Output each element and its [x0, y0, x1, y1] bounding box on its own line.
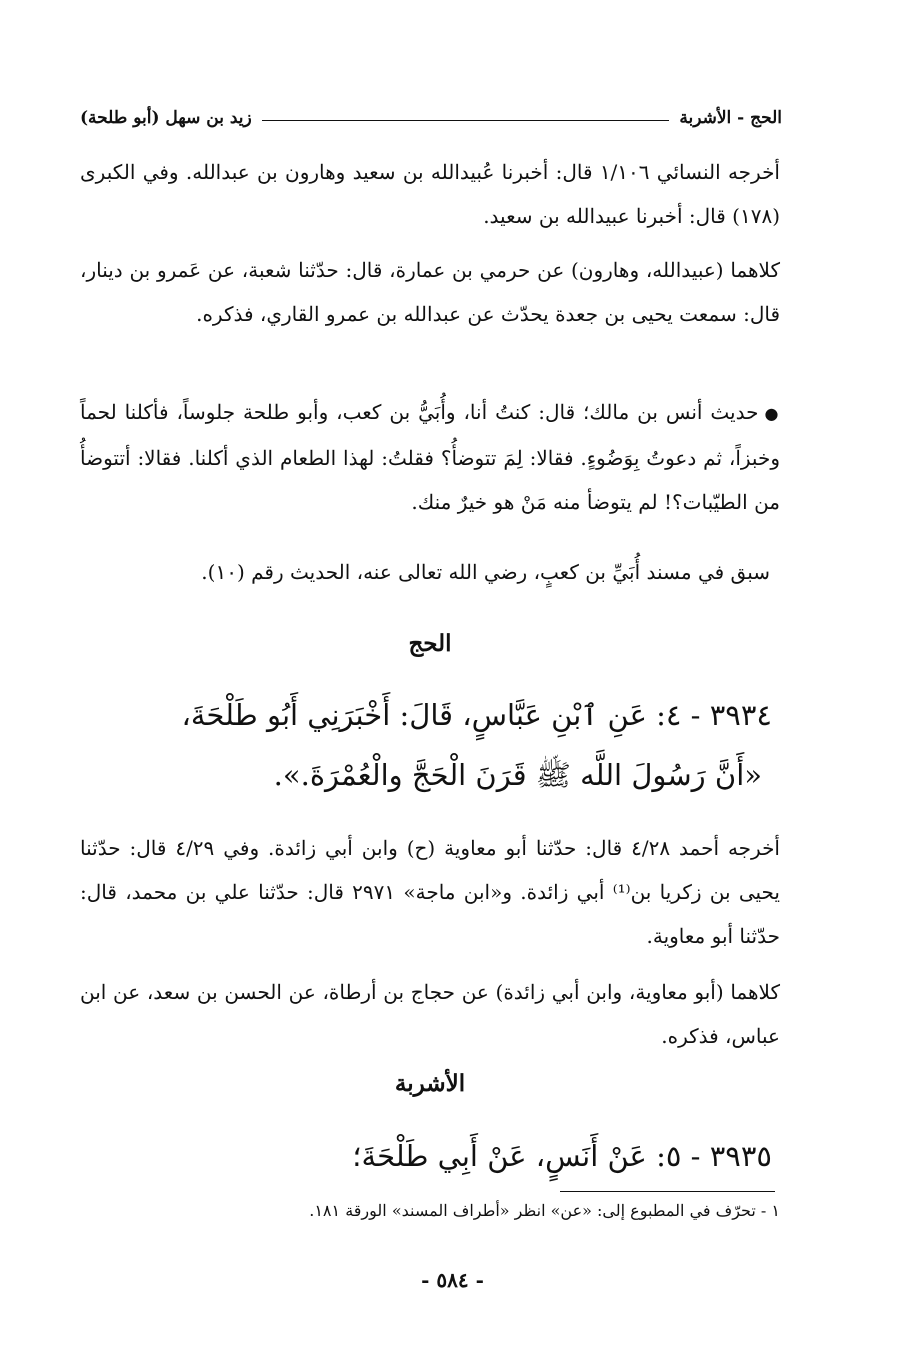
- footnote: ١ - تحرّف في المطبوع إلى: «عن» انظر «أطراف المسند» الورقة ١٨١.: [309, 1201, 780, 1220]
- bullet-icon: ●: [764, 404, 780, 423]
- hadith-3934-line-1: ٣٩٣٤ - ٤: عَنِ ٱبْنِ عَبَّاسٍ، قَالَ: أَخْبَرَنِي أَبُو طَلْحَةَ،: [181, 698, 772, 732]
- paragraph-ahmad-takhrij: أخرجه أحمد ٤/٢٨ قال: حدّثنا أبو معاوية (ح) وابن أبي زائدة. وفي ٤/٢٩ قال: حدّثنا يحيى بن زكريا بن⁽¹⁾ أبي زائدة. و«ابن ماجة» ٢٩٧١ قال: حدّثنا علي بن محمد، قال: حدّثنا أبو معاوية.: [80, 836, 780, 948]
- paragraph-isnad-hajjaj: كلاهما (أبو معاوية، وابن أبي زائدة) عن حجاج بن أرطاة، عن الحسن بن سعد، عن ابن عباس، فذكره.: [80, 980, 780, 1048]
- hadith-3934-line-2: «أَنَّ رَسُولَ اللَّه ﷺ قَرَنَ الْحَجَّ والْعُمْرَةَ.».: [273, 758, 762, 792]
- paragraph-isnad-amr: كلاهما (عبيدالله، وهارون) عن حرمي بن عمارة، قال: حدّثنا شعبة، عن عَمرو بن دينار، قال: سمعت يحيى بن جعدة يحدّث عن عبدالله بن عمرو القاري، فذكره.: [80, 258, 780, 326]
- paragraph-nasai-takhrij: أخرجه النسائي ١/١٠٦ قال: أخبرنا عُبيدالله بن سعيد وهارون بن عبدالله. وفي الكبرى (١٧٨) قال: أخبرنا عبيدالله بن سعيد.: [80, 160, 780, 228]
- header-rule: [262, 120, 670, 121]
- footnote-rule: [560, 1191, 775, 1192]
- hadith-3935-line-1: ٣٩٣٥ - ٥: عَنْ أَنَسٍ، عَنْ أَبِي طَلْحَةَ؛: [352, 1139, 772, 1173]
- cross-reference-note: سبق في مسند أُبَيِّ بن كعبٍ، رضي الله تعالى عنه، الحديث رقم (١٠).: [201, 560, 770, 584]
- header-narrator: زيد بن سهل (أبو طلحة): [80, 108, 252, 128]
- paragraph-anas-hadith: [80, 390, 780, 524]
- running-header: [80, 106, 782, 130]
- section-title-hajj: الحج: [408, 630, 452, 657]
- section-title-ashriba: الأشربة: [394, 1070, 466, 1097]
- header-chapter: الحج - الأشربة: [679, 108, 782, 128]
- page-number: - ٥٨٤ -: [421, 1268, 484, 1292]
- paragraph-anas-text: حديث أنس بن مالك؛ قال: كنتُ أنا، وأُبَيُّ بن كعب، وأبو طلحة جلوساً، فأكلنا لحماً وخبزاً، ثم دعوتُ بِوَضُوءٍ. فقالا: لِمَ تتوضأُ؟ فقلتُ: لهذا الطعام الذي أكلنا. فقالا: أتتوضأُ من الطيّبات؟! لم يتوضأ منه مَنْ هو خيرٌ منك.: [80, 400, 780, 514]
